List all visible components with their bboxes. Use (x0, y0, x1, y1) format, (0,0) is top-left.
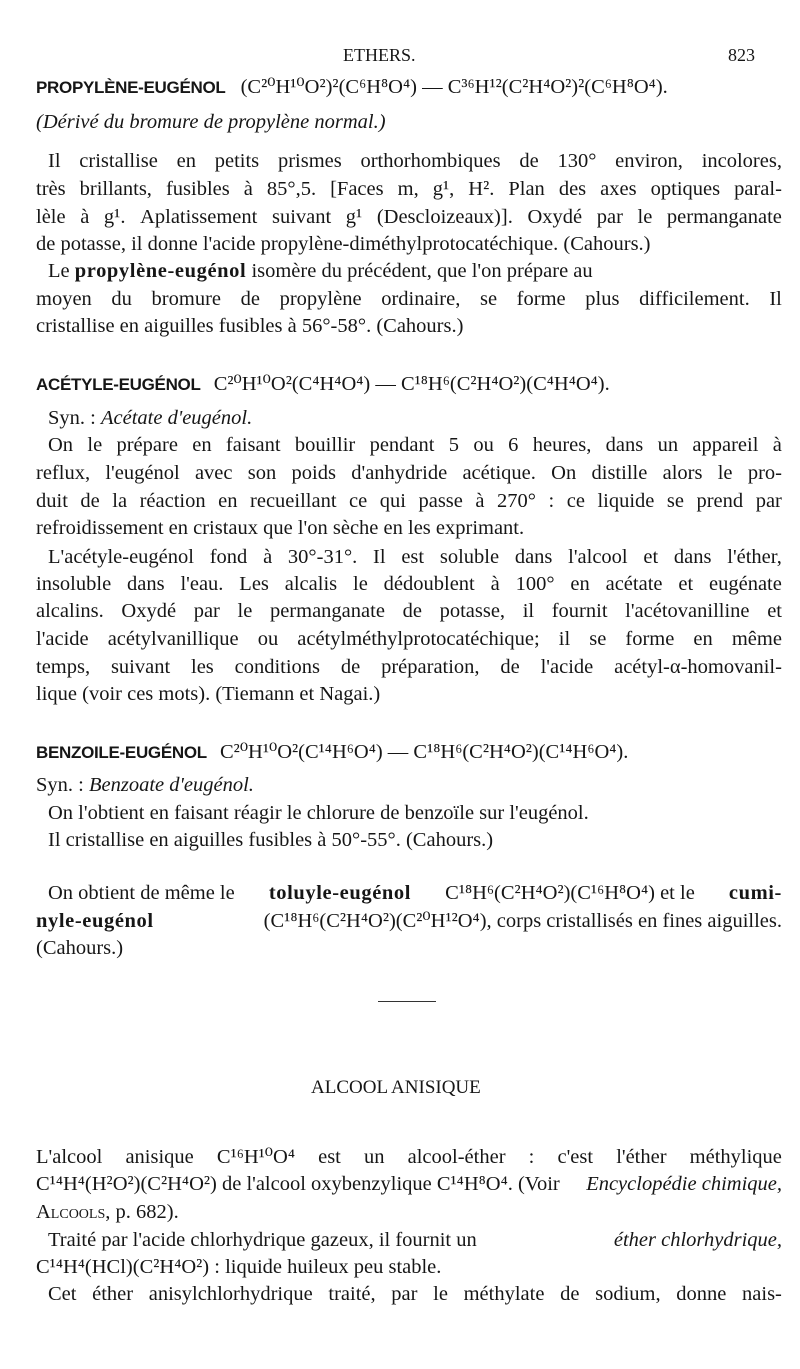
cumi-formula: (C¹⁸H⁶(C²H⁴O²)(C²⁰H¹²O⁴), corps cristallisés en fines aiguilles. (263, 910, 782, 932)
benzoile-eugenol-title: BENZOILE-EUGÉNOL (36, 743, 207, 762)
propylene-eugenol-title: PROPYLÈNE-EUGÉNOL (36, 78, 226, 97)
paragraph-line: Cet éther anisylchlorhydrique traité, par le méthylate de sodium, donne nais- (48, 1283, 782, 1305)
paragraph-line: lique (voir ces mots). (Tiemann et Nagai.) (36, 683, 381, 705)
anisique-line-4 (0, 1227, 800, 1253)
paragraph-line: cristallise en aiguilles fusibles à 56°-58°. (Cahours.) (36, 315, 464, 337)
paragraph-line: insoluble dans l'eau. Les alcalis le dédoublent à 100° en acétate et eugénate (36, 573, 782, 595)
page-number: 823 (728, 45, 755, 65)
cumi-part2: nyle-eugénol (36, 910, 154, 932)
anisique-line-2 (0, 1171, 800, 1197)
encyclopedie-ref: Encyclopédie chimique, (586, 1173, 782, 1195)
paragraph-line: refroidissement en cristaux que l'on sèche en les exprimant. (36, 517, 525, 539)
isomer-rest: isomère du précédent, que l'on prépare au (251, 260, 593, 282)
paragraph-line: l'acide acétylvanillique ou acétylméthylprotocatéchique; il se forme en même (36, 628, 782, 650)
syn-label: Syn. : (36, 774, 84, 796)
paragraph-line: très brillants, fusibles à 85°,5. [Faces m, g¹, H². Plan des axes optiques paral- (36, 178, 782, 200)
toluyle-formula: C¹⁸H⁶(C²H⁴O²)(C¹⁶H⁸O⁴) et le (445, 882, 695, 904)
paragraph-line: de potasse, il donne l'acide propylène-diméthylprotocatéchique. (Cahours.) (36, 233, 651, 255)
benzoile-eugenol-formula: C²⁰H¹⁰O²(C¹⁴H⁶O⁴) — C¹⁸H⁶(C²H⁴O²)(C¹⁴H⁶O⁴). (220, 741, 629, 763)
paragraph-line: C¹⁴H⁴(HCl)(C²H⁴O²) : liquide huileux peu stable. (36, 1256, 442, 1278)
paragraph-line: lèle à g¹. Aplatissement suivant g¹ (Descloizeaux)]. Oxydé par le permanganate (36, 206, 782, 228)
syn-value: Benzoate d'eugénol. (88, 774, 254, 796)
running-title: ETHERS. (343, 45, 416, 65)
alcools-ref: Alcools (36, 1201, 106, 1223)
paragraph-line: L'alcool anisique C¹⁶H¹⁰O⁴ est un alcool-éther : c'est l'éther méthylique (36, 1146, 782, 1168)
propylene-eugenol-subtitle: (Dérivé du bromure de propylène normal.) (36, 111, 386, 133)
paragraph-line: moyen du bromure de propylène ordinaire, se forme plus difficilement. Il (36, 288, 782, 310)
isomer-intro: Le (48, 260, 70, 282)
acetyle-eugenol-title: ACÉTYLE-EUGÉNOL (36, 375, 201, 394)
isomer-name: propylène-eugénol (74, 260, 247, 282)
paragraph-line: On l'obtient en faisant réagir le chlorure de benzoïle sur l'eugénol. (48, 802, 589, 824)
ether-chlorhydrique: éther chlorhydrique, (613, 1229, 782, 1251)
toluyle-name: toluyle-eugénol (268, 882, 412, 904)
paragraph-line: (Cahours.) (36, 937, 124, 959)
paragraph-line: Il cristallise en petits prismes orthorhombiques de 130° environ, incolores, (48, 150, 782, 172)
separator-rule (378, 1001, 436, 1002)
paragraph-line: temps, suivant les conditions de préparation, de l'acide acétyl-α-homovanil- (36, 656, 782, 678)
page-ref: , p. 682). (105, 1201, 179, 1223)
also-intro: On obtient de même le (48, 882, 235, 904)
anisique-heading: ALCOOL ANISIQUE (311, 1077, 481, 1098)
acetyle-eugenol-formula: C²⁰H¹⁰O²(C⁴H⁴O⁴) — C¹⁸H⁶(C²H⁴O²)(C⁴H⁴O⁴). (213, 373, 610, 395)
paragraph-line: Il cristallise en aiguilles fusibles à 50°-55°. (Cahours.) (48, 829, 494, 851)
paragraph-line: duit de la réaction en recueillant ce qui passe à 270° : ce liquide se prend par (36, 490, 782, 512)
anisique-line2-a: C¹⁴H⁴(H²O²)(C²H⁴O²) de l'alcool oxybenzylique C¹⁴H⁸O⁴. (Voir (36, 1173, 560, 1195)
paragraph-line: On le prépare en faisant bouillir pendant 5 ou 6 heures, dans un appareil à (48, 434, 782, 456)
propylene-eugenol-formula: (C²⁰H¹⁰O²)²(C⁶H⁸O⁴) — C³⁶H¹²(C²H⁴O²)²(C⁶H⁸O⁴). (240, 76, 668, 98)
cumi-part1: cumi- (728, 882, 782, 904)
cuminyle-line (0, 908, 800, 934)
paragraph-line: L'acétyle-eugénol fond à 30°-31°. Il est soluble dans l'alcool et dans l'éther, (48, 546, 782, 568)
syn-value: Acétate d'eugénol. (100, 407, 253, 429)
toluyle-line (0, 880, 800, 906)
paragraph-line: alcalins. Oxydé par le permanganate de potasse, il fournit l'acétovanilline et (36, 600, 782, 622)
paragraph-line: reflux, l'eugénol avec son poids d'anhydride acétique. On distille alors le pro- (36, 462, 782, 484)
syn-label: Syn. : (48, 407, 96, 429)
anisique-line4-a: Traité par l'acide chlorhydrique gazeux, il fournit un (48, 1229, 477, 1251)
